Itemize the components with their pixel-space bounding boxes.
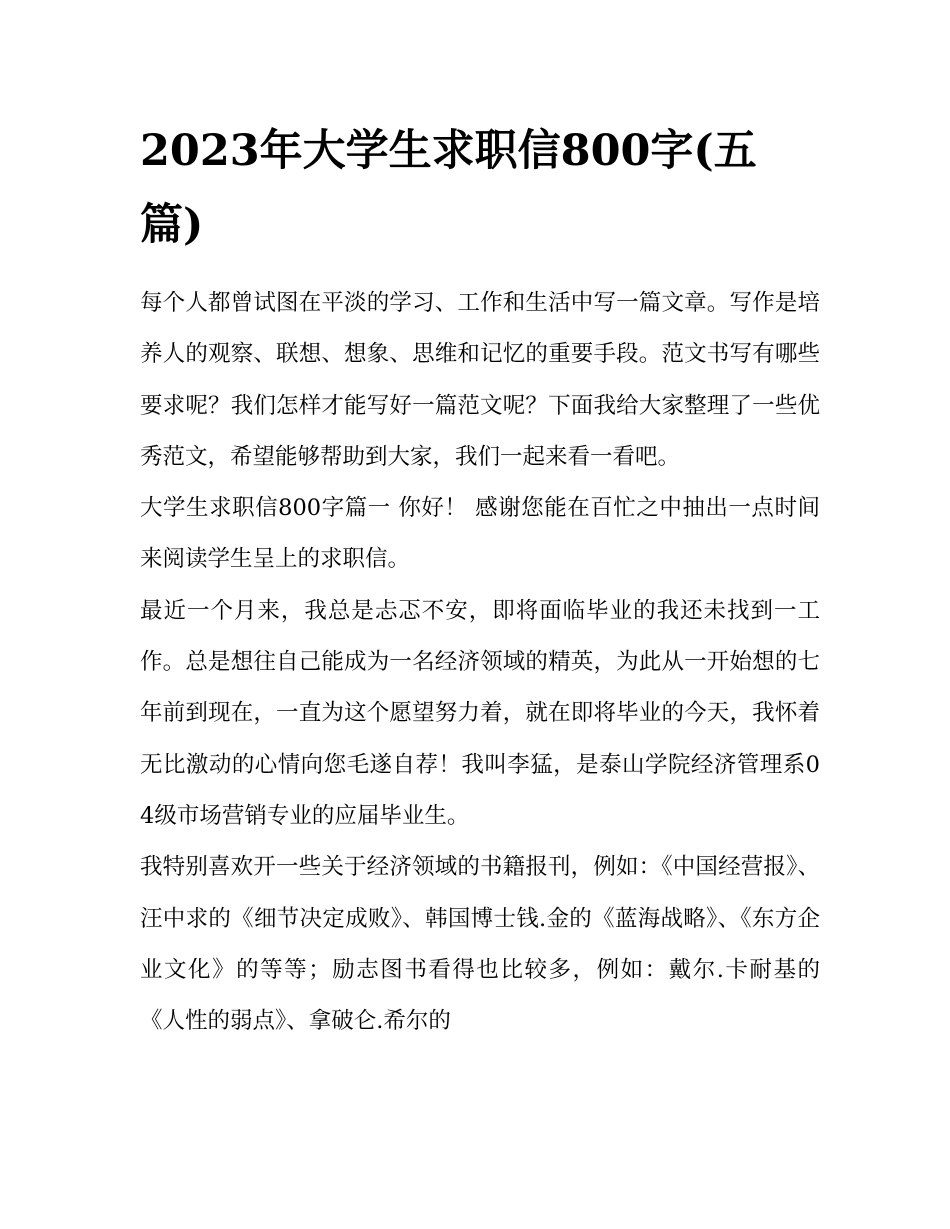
paragraph-greeting: 大学生求职信800字篇一 你好！ 感谢您能在百忙之中抽出一点时间来阅读学生呈上的求职信。 bbox=[140, 495, 820, 573]
document-body bbox=[140, 278, 820, 1047]
paragraph-reading-interests: 我特别喜欢开一些关于经济领域的书籍报刊，例如：《中国经营报》、汪中求的《细节决定成败》、韩国博士钱.金的《蓝海战略》、《东方企业文化》的等等；励志图书看得也比较多，例如：戴尔.卡耐基的《人性的弱点》、拿破仑.希尔的 bbox=[140, 854, 820, 1035]
document-title: 2023年大学生求职信800字(五篇) bbox=[140, 126, 757, 250]
paragraph-intro: 每个人都曾试图在平淡的学习、工作和生活中写一篇文章。写作是培养人的观察、联想、想象、思维和记忆的重要手段。范文书写有哪些要求呢？我们怎样才能写好一篇范文呢？下面我给大家整理了一些优秀范文，希望能够帮助到大家，我们一起来看一看吧。 bbox=[140, 290, 820, 470]
paragraph-self-introduction: 最近一个月来，我总是忐忑不安，即将面临毕业的我还未找到一工作。总是想往自己能成为一名经济领域的精英，为此从一开始想的七年前到现在，一直为这个愿望努力着，就在即将毕业的今天，我怀着无比激动的心情向您毛遂自荐！我叫李猛，是泰山学院经济管理系04级市场营销专业的应届毕业生。 bbox=[140, 597, 820, 829]
